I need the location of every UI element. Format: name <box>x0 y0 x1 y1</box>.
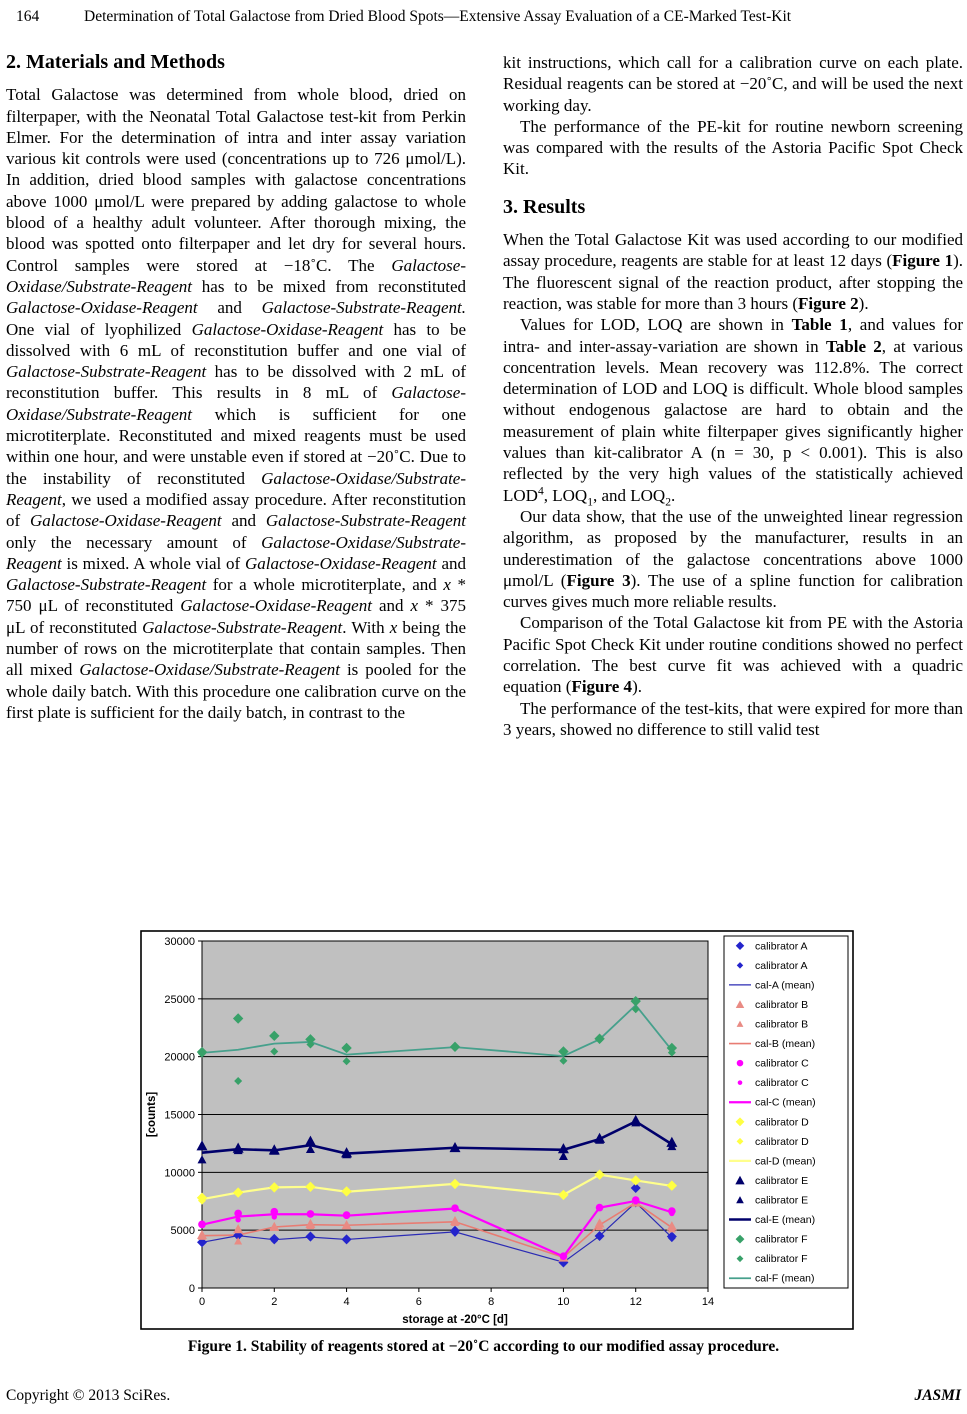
legend-label: cal-B (mean) <box>755 1038 816 1051</box>
legend-label: calibrator A <box>755 959 808 972</box>
x-tick-label: 4 <box>343 1296 350 1308</box>
legend-label: cal-A (mean) <box>755 979 815 992</box>
paragraph-kit-instructions: kit instructions, which call for a calibration curve on each plate. Residual reagents can be stored at −20˚C, and will be used the next working day. <box>503 53 963 115</box>
paragraph-regression: Our data show, that the use of the unweighted linear regression algorithm, as proposed by the manufacturer, results in an underestimation of the galactose concentrations above 1000 μmol/L (Figure 3). The use of a spline function for calibration curves gives much more reliable results. <box>503 506 963 612</box>
legend-label: calibrator C <box>755 1077 809 1090</box>
legend-label: calibrator E <box>755 1174 809 1187</box>
legend-label: cal-D (mean) <box>755 1155 816 1168</box>
data-point <box>344 1214 349 1219</box>
data-point <box>272 1214 277 1219</box>
x-tick-label: 2 <box>271 1296 278 1308</box>
y-axis-title: [counts] <box>146 1091 158 1138</box>
legend-label: cal-C (mean) <box>755 1096 816 1109</box>
data-point <box>633 1199 638 1204</box>
legend-label: calibrator F <box>755 1253 808 1266</box>
data-point <box>738 1080 743 1085</box>
section-heading-materials-and-methods: 2. Materials and Methods <box>6 51 225 73</box>
paragraph-lod-loq: Values for LOD, LOQ are shown in Table 1, and values for intra- and inter-assay-variation are shown in Table 2, at various concentration levels. Mean recovery was 112.8%. The correct determination of LOD and LOQ is difficult. Whole blood samples without endogenous galactose are hard to obtain and the measurement of plain white filterpaper gives significantly higher values than kit-calibrator A (n = 30, p < 0.001). This is also reflected by the very high values of the statistically achieved LOD$^4$, $LOQ_1$, and $LOQ_2$. <box>503 315 963 509</box>
legend-label: cal-F (mean) <box>755 1272 815 1285</box>
paragraph-comparison: Comparison of the Total Galactose kit from PE with the Astoria Pacific Spot Check Kit under routine conditions showed no perfect correlation. The best curve fit was achieved with a quadric equation (Figure 4). <box>503 613 963 697</box>
legend-label: calibrator D <box>755 1135 809 1148</box>
paragraph-materials: Total Galactose was determined from whole blood, dried on filterpaper, with the Neonatal Total Galactose test-kit from Perkin Elmer. For the determination of intra and inter assay variation various kit controls were used (concentrations up to 726 μmol/L). In addition, dried blood samples with galactose concentrations above 1000 μmol/L were prepared by adding galactose to whole blood of a healthy adult volunteer. After thorough mixing, the blood was spotted onto filterpaper and let dry for several hours. Control samples were stored at −18˚C. The Galactose-Oxidase/Substrate-Reagent has to be mixed from reconstituted Galactose-Oxidase-Reagent and Galactose-Substrate-Reagent. One vial of lyophilized Galactose-Oxidase-Reagent has to be dissolved with 6 mL of reconstitution buffer and one vial of Galactose-Substrate-Reagent has to be dissolved with 2 mL of reconstitution buffer. This results in 8 mL of Galactose-Oxidase/Substrate-Reagent which is sufficient for one microtiterplate. Reconstituted and mixed reagents must be used within one hour, and were unstable even if stored at −20˚C. Due to the instability of reconstituted Galactose-Oxidase/Substrate-Reagent, we used a modified assay procedure. After reconstitution of Galactose-Oxidase-Reagent and Galactose-Substrate-Reagent only the necessary amount of Galactose-Oxidase/Substrate-Reagent is mixed. A whole vial of Galactose-Oxidase-Reagent and Galactose-Substrate-Reagent for a whole microtiterplate, and x * 750 μL of reconstituted Galactose-Oxidase-Reagent and x * 375 μL of reconstituted Galactose-Substrate-Reagent. With x being the number of rows on the microtiterplate that contain samples. Then all mixed Galactose-Oxidase/Substrate-Reagent is pooled for the whole daily batch. With this procedure one calibration curve on the first plate is sufficient for the daily batch, in contrast to the <box>6 85 467 722</box>
legend-label: calibrator B <box>755 998 809 1011</box>
x-tick-label: 14 <box>701 1296 715 1308</box>
article-body <box>6 52 964 740</box>
y-tick-label: 0 <box>188 1283 195 1295</box>
data-point <box>199 1222 204 1227</box>
legend-label: calibrator D <box>755 1116 809 1129</box>
paragraph-pe-kit-performance: The performance of the PE-kit for routine newborn screening was compared with the results of the Astoria Pacific Spot Check Kit. <box>503 116 963 179</box>
data-point <box>308 1212 313 1217</box>
data-point <box>234 1210 242 1218</box>
footer-copyright: Copyright © 2013 SciRes. <box>6 1387 171 1404</box>
y-tick-label: 5000 <box>170 1225 195 1238</box>
legend-label: calibrator C <box>755 1057 809 1070</box>
data-point <box>737 1060 744 1067</box>
paragraph-expired-kits: The performance of the test-kits, that were expired for more than 3 years, showed no difference to still valid test <box>503 698 963 739</box>
y-tick-label: 20000 <box>164 1051 195 1064</box>
left-column <box>6 52 466 740</box>
paragraph-stability: When the Total Galactose Kit was used according to our modified assay procedure, reagents are stable for at least 12 days (Figure 1). The fluorescent signal of the reaction product, after stopping the reaction, was stable for more than 3 hours (Figure 2). <box>503 230 963 313</box>
x-tick-label: 10 <box>557 1296 570 1308</box>
y-tick-label: 10000 <box>164 1167 195 1180</box>
right-column <box>503 52 963 740</box>
section-heading-results: 3. Results <box>503 195 586 218</box>
page-header <box>0 8 967 32</box>
x-axis-title: storage at -20°C [d] <box>402 1314 508 1326</box>
figure1-chart <box>140 930 854 1330</box>
figure1-caption: Figure 1. Stability of reagents stored at −20˚C according to our modified assay procedure. <box>187 1338 780 1355</box>
legend-label: calibrator E <box>755 1194 809 1207</box>
data-point <box>597 1205 602 1210</box>
figure1-svg <box>140 930 854 1330</box>
x-tick-label: 0 <box>198 1296 206 1308</box>
page-number: 164 <box>16 8 40 25</box>
x-tick-label: 8 <box>488 1296 495 1308</box>
legend-label: calibrator F <box>755 1233 808 1246</box>
y-tick-label: 30000 <box>164 936 195 948</box>
data-point <box>561 1254 566 1259</box>
y-tick-label: 15000 <box>164 1109 195 1122</box>
footer-journal: JASMI <box>914 1387 961 1404</box>
data-point <box>669 1211 674 1216</box>
data-point <box>452 1206 457 1211</box>
running-title: Determination of Total Galactose from Dried Blood Spots—Extensive Assay Evaluation of a CE-Marked Test-Kit <box>84 8 792 25</box>
legend-label: calibrator B <box>755 1018 809 1031</box>
x-tick-label: 6 <box>415 1296 422 1308</box>
data-point <box>235 1217 240 1222</box>
legend-label: calibrator A <box>755 940 808 953</box>
y-tick-label: 25000 <box>164 993 195 1006</box>
legend-label: cal-E (mean) <box>755 1214 816 1227</box>
x-tick-label: 12 <box>629 1296 642 1308</box>
